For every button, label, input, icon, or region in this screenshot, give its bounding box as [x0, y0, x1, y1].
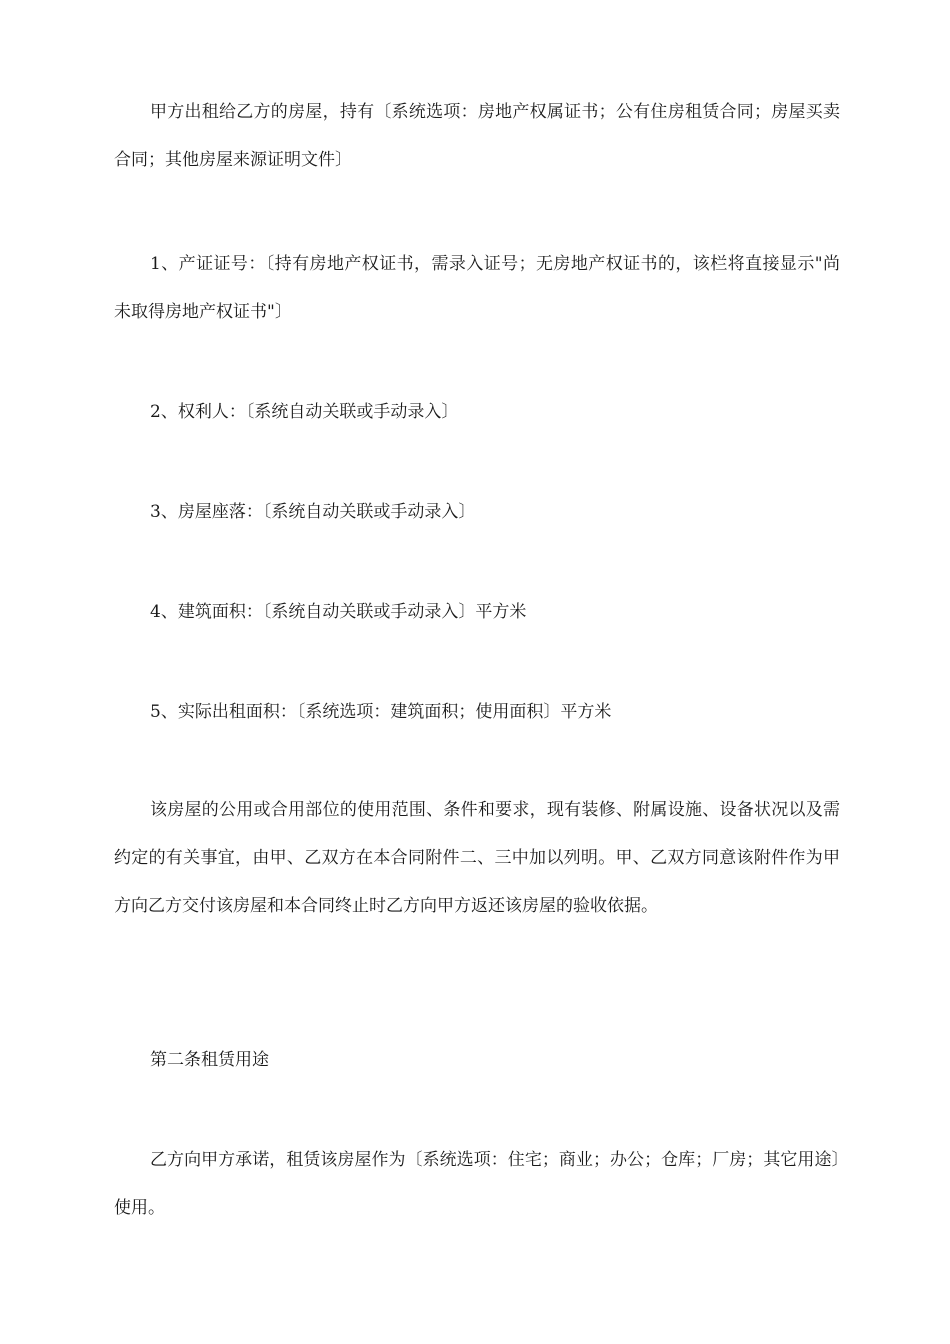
paragraph-house-source: 甲方出租给乙方的房屋，持有〔系统选项：房地产权属证书；公有住房租赁合同；房屋买卖合同；其他房屋来源证明文件〕 [114, 102, 840, 170]
paragraph-rental-usage: 乙方向甲方承诺，租赁该房屋作为〔系统选项：住宅；商业；办公；仓库；厂房；其它用途〕使用。 [114, 1150, 840, 1218]
paragraph-rental-area: 5、实际出租面积：〔系统选项：建筑面积；使用面积〕平方米 [150, 702, 612, 722]
paragraph-facilities: 该房屋的公用或合用部位的使用范围、条件和要求，现有装修、附属设施、设备状况以及需约定的有关事宜，由甲、乙双方在本合同附件二、三中加以列明。甲、乙双方同意该附件作为甲方向乙方交付该房屋和本合同终止时乙方向甲方返还该房屋的验收依据。 [114, 800, 840, 916]
paragraph-house-location: 3、房屋座落：〔系统自动关联或手动录入〕 [150, 502, 476, 522]
paragraph-certificate-number: 1、产证证号：〔持有房地产权证书，需录入证号；无房地产权证书的，该栏将直接显示"尚未取得房地产权证书"〕 [114, 254, 840, 322]
paragraph-building-area: 4、建筑面积：〔系统自动关联或手动录入〕平方米 [150, 602, 527, 622]
heading-article-2: 第二条租赁用途 [150, 1050, 269, 1070]
paragraph-right-holder: 2、权利人：〔系统自动关联或手动录入〕 [150, 402, 459, 422]
